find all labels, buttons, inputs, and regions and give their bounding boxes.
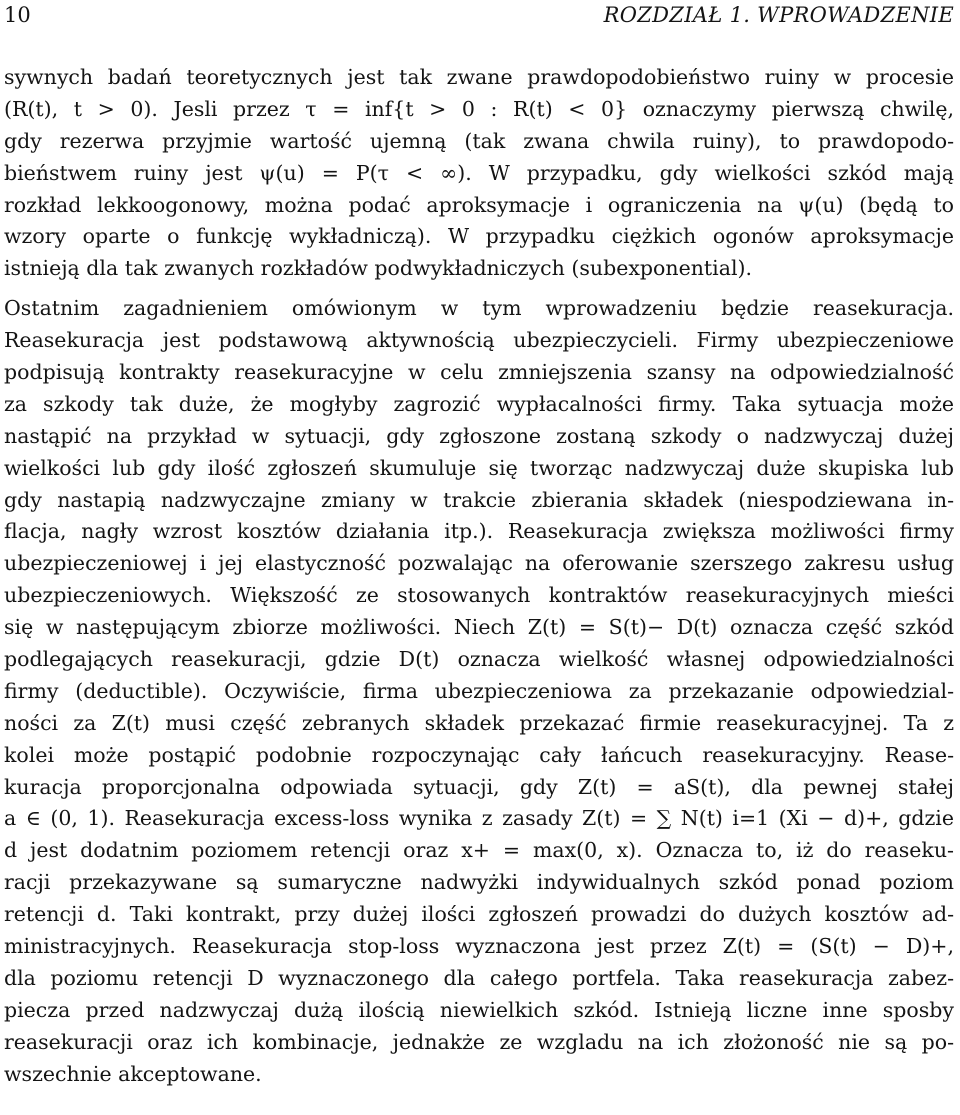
chapter-title: ROZDZIAŁ 1. WPROWADZENIE <box>603 3 954 27</box>
text-line: ubezpieczeniowych. Większość ze stosowanych kontraktów reasekuracyjnych mieści <box>4 583 954 608</box>
paragraph-reinsurance <box>4 293 954 1090</box>
text-line: gdy rezerwa przyjmie wartość ujemną (tak zwana chwila ruiny), to prawdopodo- <box>4 128 954 153</box>
text-line: ności za Z(t) musi część zebranych składek przekazać firmie reasekuracyjnej. Ta z <box>4 710 954 735</box>
text-line: sywnych badań teoretycznych jest tak zwane prawdopodobieństwo ruiny w procesie <box>4 65 954 89</box>
text-line: się w następującym zbiorze możliwości. Niech Z(t) = S(t)− D(t) oznacza część szkód <box>4 615 954 640</box>
text-line: wszechnie akceptowane. <box>4 1061 262 1086</box>
text-line: gdy nastapią nadzwyczajne zmiany w trakcie zbierania składek (niespodziewana in- <box>4 487 954 512</box>
text-line: istnieją dla tak zwanych rozkładów podwykładniczych (subexponential). <box>4 256 753 281</box>
text-line: wzory oparte o funkcję wykładniczą). W przypadku ciężkich ogonów aproksymacje <box>4 224 954 249</box>
text-line: kolei może postąpić podobnie rozpoczynając cały łańcuch reasekuracyjny. Rease- <box>4 742 954 767</box>
text-line: dla poziomu retencji D wyznaczonego dla całego portfela. Taka reasekuracja zabez- <box>4 965 954 990</box>
text-line: Ostatnim zagadnieniem omówionym w tym wprowadzeniu będzie reasekuracja. <box>4 296 954 321</box>
text-line: ministracyjnych. Reasekuracja stop-loss wyznaczona jest przez Z(t) = (S(t) − D)+, <box>4 934 954 959</box>
text-line: racji przekazywane są sumaryczne nadwyżki indywidualnych szkód ponad poziom <box>4 870 954 895</box>
text-line: (R(t), t > 0). Jesli przez τ = inf{t > 0 : R(t) < 0} oznaczymy pierwszą chwilę, <box>4 96 954 121</box>
text-line: piecza przed nadzwyczaj dużą ilością niewielkich szkód. Istnieją liczne inne sposby <box>4 997 954 1022</box>
text-line: Reasekuracja jest podstawową aktywnością ubezpieczycieli. Firmy ubezpieczeniowe <box>4 328 954 353</box>
text-line: kuracja proporcjonalna odpowiada sytuacji, gdy Z(t) = aS(t), dla pewnej stałej <box>4 774 954 799</box>
page-number: 10 <box>4 3 31 27</box>
text-line: za szkody tak duże, że mogłyby zagrozić wypłacalności firmy. Taka sytuacja może <box>4 391 954 416</box>
paragraph-ruin-probability <box>4 62 954 285</box>
text-line: bieństwem ruiny jest ψ(u) = P(τ < ∞). W przypadku, gdy wielkości szkód mają <box>4 160 954 185</box>
text-line: rozkład lekkoogonowy, można podać aproksymacje i ograniczenia na ψ(u) (będą to <box>4 192 954 217</box>
running-header <box>4 0 954 30</box>
text-line: podlegających reasekuracji, gdzie D(t) oznacza wielkość własnej odpowiedzialności <box>4 647 954 672</box>
text-line: retencji d. Taki kontrakt, przy dużej ilości zgłoszeń prowadzi do dużych kosztów ad- <box>4 902 954 927</box>
text-line: a ∈ (0, 1). Reasekuracja excess-loss wynika z zasady Z(t) = ∑ N(t) i=1 (Xi − d)+, gdzie <box>4 806 954 831</box>
text-line: flacja, nagły wzrost kosztów działania itp.). Reasekuracja zwiększa możliwości firmy <box>4 519 954 544</box>
text-line: podpisują kontrakty reasekuracyjne w celu zmniejszenia szansy na odpowiedzialność <box>4 360 954 385</box>
text-line: ubezpieczeniowej i jej elastyczność pozwalając na oferowanie szerszego zakresu usług <box>4 551 954 576</box>
text-line: firmy (deductible). Oczywiście, firma ubezpieczeniowa za przekazanie odpowiedzial- <box>4 678 954 703</box>
text-line: nastąpić na przykład w sytuacji, gdy zgłoszone zostaną szkody o nadzwyczaj dużej <box>4 423 954 448</box>
text-line: d jest dodatnim poziomem retencji oraz x+ = max(0, x). Oznacza to, iż do reaseku- <box>4 838 954 863</box>
text-line: reasekuracji oraz ich kombinacje, jednakże ze wzgladu na ich złożoność nie są po- <box>4 1029 954 1054</box>
text-line: wielkości lub gdy ilość zgłoszeń skumuluje się tworząc nadzwyczaj duże skupiska lub <box>4 455 954 480</box>
